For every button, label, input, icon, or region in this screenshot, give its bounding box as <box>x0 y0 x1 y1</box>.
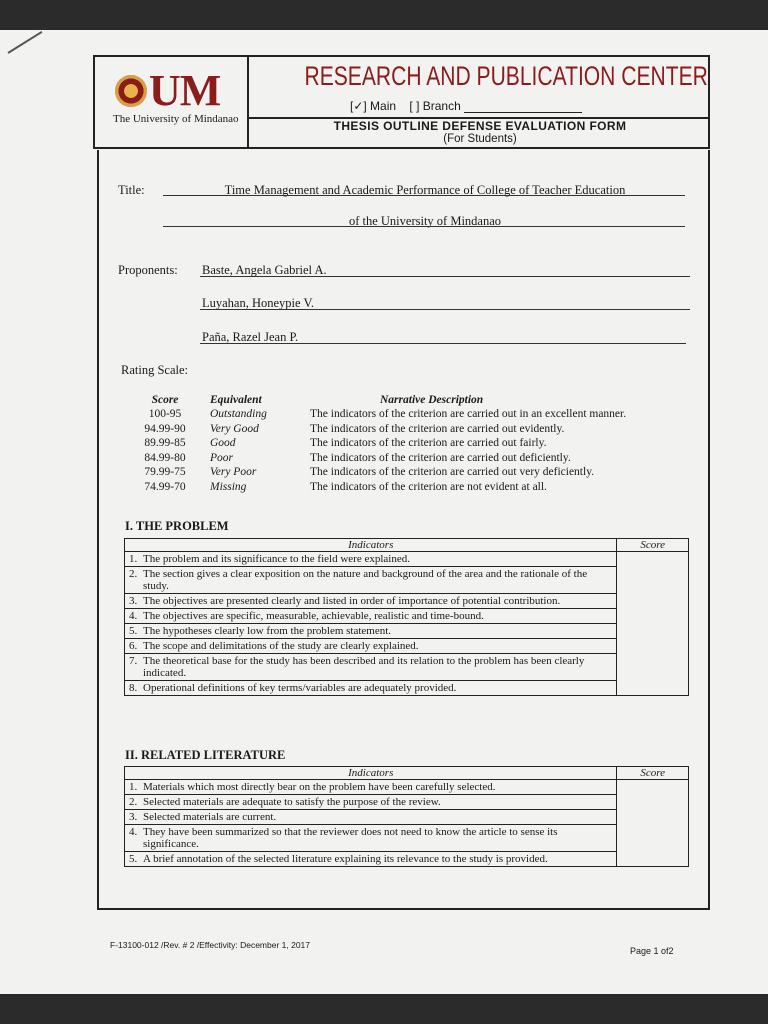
table-header-row <box>125 767 689 780</box>
proponent-name: Luyahan, Honeypie V. <box>202 296 315 310</box>
table-row <box>125 639 689 654</box>
section-title: I. THE PROBLEM <box>125 519 229 533</box>
table-header-row <box>125 539 689 552</box>
scale-description: The indicators of the criterion are carried out fairly. <box>310 437 547 449</box>
scale-score: 100-95 <box>148 408 182 420</box>
table-row <box>125 594 689 609</box>
indicator-text: The hypotheses clearly low from the problem statement. <box>143 625 392 637</box>
indicator-cell <box>125 780 617 795</box>
table-row <box>125 852 689 867</box>
table-row <box>125 795 689 810</box>
indicator-cell <box>125 609 617 624</box>
indicator-text: The objectives are presented clearly and listed in order of importance of potential contribution. <box>143 595 561 607</box>
indicator-cell <box>125 552 617 567</box>
scale-description: The indicators of the criterion are not evident at all. <box>310 480 547 493</box>
indicator-cell <box>125 639 617 654</box>
indicator-cell <box>125 624 617 639</box>
indicator-cell <box>125 795 617 810</box>
proponents-label: Proponents: <box>118 263 178 277</box>
page-number: Page 1 of2 <box>630 946 674 956</box>
scale-equivalent: Missing <box>210 480 247 493</box>
proponent-name: Paña, Razel Jean P. <box>202 330 299 344</box>
title-line-1: Time Management and Academic Performance of College of Teacher Education <box>224 183 626 197</box>
logo-letters: UM <box>149 66 221 115</box>
indicator-number: 6. <box>129 640 138 652</box>
indicator-text: The theoretical base for the study has been described and its relation to the problem has been clearly indicated. <box>143 655 585 679</box>
indicator-text: The objectives are specific, measurable, achievable, realistic and time-bound. <box>143 610 484 622</box>
scale-description: The indicators of the criterion are carried out very deficiently. <box>310 466 595 478</box>
scale-equivalent: Poor <box>210 451 233 464</box>
proponent-underline <box>200 309 690 310</box>
indicator-text: Materials which most directly bear on the problem have been carefully selected. <box>143 781 496 793</box>
rating-scale-label: Rating Scale: <box>121 363 188 377</box>
indicator-number: 2. <box>129 796 138 808</box>
problem-indicators-table <box>124 538 689 696</box>
indicator-number: 1. <box>129 781 138 793</box>
scale-equivalent: Very Poor <box>210 466 257 478</box>
title-line-2: of the University of Mindanao <box>348 214 502 228</box>
scale-score: 94.99-90 <box>144 422 186 435</box>
form-subtitle: (For Students) <box>443 133 517 145</box>
proponent-underline <box>200 276 690 277</box>
logo-subtitle: The University of Mindanao <box>113 113 239 125</box>
table-row <box>125 825 689 852</box>
title-underline-2 <box>163 226 685 227</box>
scale-header-equivalent: Equivalent <box>210 394 262 406</box>
indicator-text: The scope and delimitations of the study are clearly explained. <box>143 640 419 652</box>
table-row <box>125 567 689 594</box>
scale-description: The indicators of the criterion are carried out deficiently. <box>310 451 571 464</box>
main-option: [✓] Main <box>350 99 397 113</box>
indicator-number: 5. <box>129 853 138 865</box>
scale-equivalent: Good <box>210 437 236 449</box>
table-row <box>125 654 689 681</box>
indicator-cell <box>125 810 617 825</box>
indicator-cell <box>125 825 617 852</box>
branch-option: [ ] Branch <box>409 99 461 113</box>
scale-score: 89.99-85 <box>144 437 186 449</box>
indicator-text: They have been summarized so that the reviewer does not need to know the article to sense its significance. <box>143 826 558 850</box>
proponent-underline <box>200 343 686 344</box>
logo-cell <box>95 57 249 147</box>
branch-blank <box>464 112 582 113</box>
score-input-cell[interactable] <box>617 552 689 696</box>
indicator-cell <box>125 852 617 867</box>
table-row <box>125 810 689 825</box>
table-row <box>125 609 689 624</box>
table-row <box>125 681 689 696</box>
indicators-header: Indicators <box>125 539 617 552</box>
indicator-number: 4. <box>129 610 138 622</box>
indicator-text: Selected materials are adequate to satisfy the purpose of the review. <box>143 796 441 808</box>
indicator-number: 8. <box>129 682 138 694</box>
literature-indicators-table <box>124 766 689 867</box>
title-label: Title: <box>118 183 145 197</box>
indicator-number: 7. <box>129 655 138 667</box>
table-row <box>125 624 689 639</box>
scale-score: 84.99-80 <box>144 451 186 464</box>
indicator-number: 4. <box>129 826 138 838</box>
indicator-cell <box>125 654 617 681</box>
scale-score: 79.99-75 <box>144 466 186 478</box>
scale-score: 74.99-70 <box>144 480 186 493</box>
indicator-number: 1. <box>129 553 138 565</box>
score-header: Score <box>617 767 689 780</box>
indicator-text: Operational definitions of key terms/variables are adequately provided. <box>143 682 457 694</box>
indicator-text: Selected materials are current. <box>143 811 277 823</box>
indicator-cell <box>125 567 617 594</box>
indicator-number: 3. <box>129 595 138 607</box>
indicator-cell <box>125 594 617 609</box>
scale-description: The indicators of the criterion are carried out in an excellent manner. <box>310 408 627 420</box>
form-title: THESIS OUTLINE DEFENSE EVALUATION FORM <box>333 119 627 133</box>
center-name: RESEARCH AND PUBLICATION CENTER <box>304 61 708 91</box>
scale-header-description: Narrative Description <box>380 394 484 406</box>
form-code: F-13100-012 /Rev. # 2 /Effectivity: December 1, 2017 <box>110 940 311 950</box>
score-input-cell[interactable] <box>617 780 689 867</box>
indicator-text: The section gives a clear exposition on the nature and background of the area and the rationale of the study. <box>143 568 588 592</box>
proponent-name: Baste, Angela Gabriel A. <box>202 263 327 277</box>
form-header <box>93 55 710 149</box>
scale-description: The indicators of the criterion are carried out evidently. <box>310 422 565 435</box>
table-row <box>125 780 689 795</box>
indicator-number: 3. <box>129 811 138 823</box>
indicators-header: Indicators <box>125 767 617 780</box>
scale-equivalent: Very Good <box>210 422 259 435</box>
score-header: Score <box>617 539 689 552</box>
section-title: II. RELATED LITERATURE <box>125 748 286 762</box>
campus-options <box>350 99 582 113</box>
indicator-text: The problem and its significance to the field were explained. <box>143 553 410 565</box>
indicator-cell <box>125 681 617 696</box>
scale-equivalent: Outstanding <box>210 408 267 420</box>
table-row <box>125 552 689 567</box>
title-underline-1 <box>163 195 685 196</box>
indicator-text: A brief annotation of the selected literature explaining its relevance to the study is provided. <box>143 853 548 865</box>
indicator-number: 2. <box>129 568 138 580</box>
scale-header-score: Score <box>151 394 179 406</box>
university-seal-icon <box>115 75 147 107</box>
indicator-number: 5. <box>129 625 138 637</box>
